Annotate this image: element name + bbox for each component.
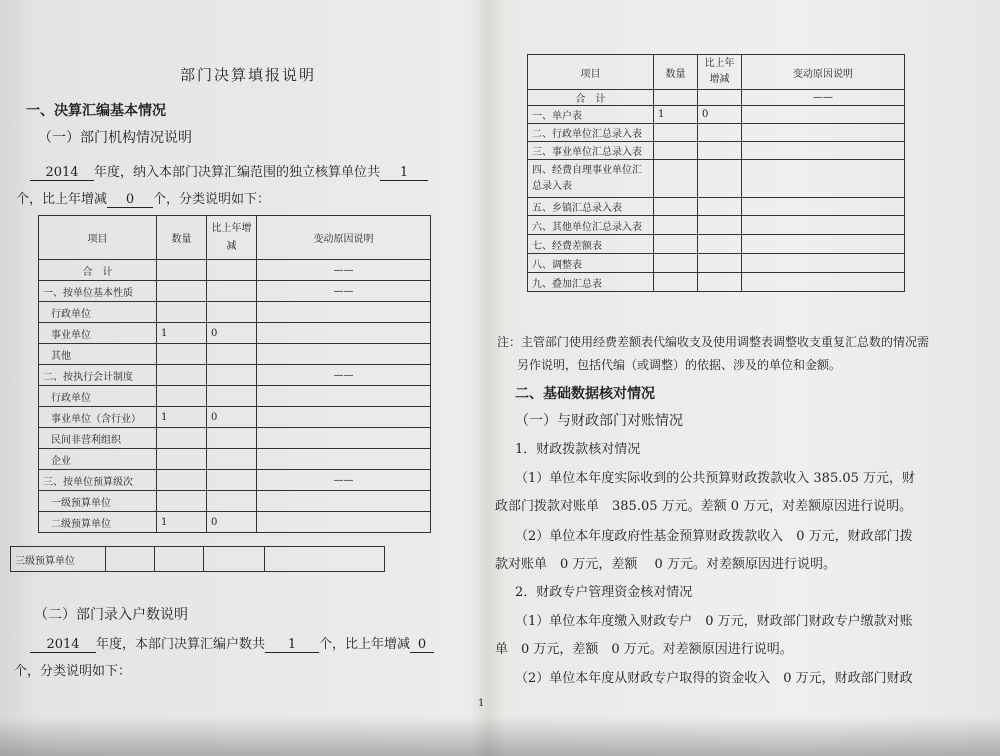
row-quantity [654, 142, 698, 160]
row-change [207, 365, 257, 386]
change-value: 0 [107, 192, 153, 208]
section-1-heading: 一、决算汇编基本情况 [26, 103, 166, 119]
page-number: 1 [478, 698, 485, 709]
table-row [39, 512, 431, 533]
row-change [698, 254, 742, 273]
row-change [207, 491, 257, 512]
row-item: 企业 [39, 449, 157, 470]
row-change [698, 198, 742, 216]
item-1-heading: 1．财政拨款核对情况 [515, 442, 641, 457]
row-quantity: 1 [157, 323, 207, 344]
row-change: 0 [207, 323, 257, 344]
header-reason: 变动原因说明 [742, 55, 905, 90]
bottom-shadow [0, 716, 1000, 756]
row-item: 一级预算单位 [39, 491, 157, 512]
row-change [207, 386, 257, 407]
row-change [698, 142, 742, 160]
row-item: 合 计 [528, 90, 654, 106]
table-header-row [528, 55, 905, 90]
row-item: 四、经费自理事业单位汇总录入表 [528, 160, 654, 198]
row-quantity [157, 302, 207, 323]
table-row [528, 216, 905, 235]
note-line-1: 注：主管部门使用经费差额表代编收支及使用调整表调整收支重复汇总数的情况需 [497, 335, 930, 349]
extra-row-label: 三级预算单位 [11, 547, 106, 572]
table-row [528, 198, 905, 216]
row-quantity [157, 260, 207, 281]
row-quantity: 1 [157, 512, 207, 533]
table-row [39, 386, 431, 407]
table-row [39, 260, 431, 281]
row-reason: —— [742, 90, 905, 106]
paragraph-text: 年度，纳入本部门决算汇编范围的独立核算单位共 [94, 165, 381, 180]
paragraph-1-line-1 [30, 161, 428, 181]
subsection-2-heading: （二）部门录入户数说明 [34, 607, 188, 623]
row-item: 九、叠加汇总表 [528, 273, 654, 292]
row-item: 事业单位（含行业） [39, 407, 157, 428]
row-reason [257, 386, 431, 407]
row-item: 五、乡镇汇总录入表 [528, 198, 654, 216]
table-row [528, 254, 905, 273]
row-reason [742, 106, 905, 124]
row-quantity [157, 449, 207, 470]
row-item: 六、其他单位汇总录入表 [528, 216, 654, 235]
table-row [39, 302, 431, 323]
row-change [698, 235, 742, 254]
row-quantity [157, 386, 207, 407]
header-item: 项目 [528, 55, 654, 90]
row-quantity [157, 344, 207, 365]
row-item: 合 计 [39, 260, 157, 281]
paragraph-text: 年度，本部门决算汇编户数共 [96, 637, 266, 652]
row-item: 一、单户表 [528, 106, 654, 124]
row-reason [742, 254, 905, 273]
table-row [528, 273, 905, 292]
table-header-row [39, 216, 431, 260]
row-item: 二、行政单位汇总录入表 [528, 124, 654, 142]
paragraph-r3-line-1: （1）单位本年度缴入财政专户 0 万元，财政部门财政专户缴款对账 [515, 614, 913, 629]
row-reason [742, 160, 905, 198]
table-row [528, 124, 905, 142]
paragraph-1-line-2 [16, 188, 270, 208]
row-quantity [654, 90, 698, 106]
row-reason [257, 323, 431, 344]
household-count: 1 [265, 637, 319, 653]
table-row [39, 428, 431, 449]
row-reason: —— [257, 470, 431, 491]
change-value: 0 [410, 637, 434, 653]
row-reason: —— [257, 260, 431, 281]
row-reason [257, 491, 431, 512]
row-item: 八、调整表 [528, 254, 654, 273]
unit-count: 1 [380, 165, 428, 181]
row-item: 民间非营利组织 [39, 428, 157, 449]
row-change [207, 449, 257, 470]
row-reason [742, 124, 905, 142]
paragraph-text: 个，比上年增减 [319, 637, 411, 652]
table-row [39, 365, 431, 386]
header-quantity: 数量 [157, 216, 207, 260]
header-item: 项目 [39, 216, 157, 260]
row-change [698, 216, 742, 235]
table-row [528, 235, 905, 254]
paragraph-r3-line-2: 单 0 万元，差额 0 万元。对差额原因进行说明。 [495, 642, 793, 657]
row-quantity [654, 124, 698, 142]
row-reason [257, 344, 431, 365]
row-reason [742, 198, 905, 216]
row-reason [257, 449, 431, 470]
row-item: 三、事业单位汇总录入表 [528, 142, 654, 160]
row-quantity [654, 235, 698, 254]
row-reason [742, 273, 905, 292]
page-title: 部门决算填报说明 [180, 66, 317, 84]
row-reason [257, 428, 431, 449]
row-quantity [157, 428, 207, 449]
row-change [207, 302, 257, 323]
subsection-1-heading: （一）部门机构情况说明 [38, 130, 192, 146]
paragraph-r1-line-2: 政部门拨款对账单 385.05 万元。差额 0 万元，对差额原因进行说明。 [495, 499, 913, 514]
row-reason: —— [257, 281, 431, 302]
row-change: 0 [207, 512, 257, 533]
household-entry-table [527, 54, 905, 292]
table-row [39, 470, 431, 491]
table-row [39, 491, 431, 512]
table-row [39, 323, 431, 344]
row-change [698, 273, 742, 292]
row-quantity: 1 [157, 407, 207, 428]
table-row [39, 281, 431, 302]
paragraph-2-line-1 [30, 633, 434, 653]
row-quantity [654, 216, 698, 235]
row-change [207, 344, 257, 365]
row-reason: —— [257, 365, 431, 386]
row-change [698, 124, 742, 142]
subsection-reconcile-heading: （一）与财政部门对账情况 [515, 413, 683, 429]
item-2-heading: 2．财政专户管理资金核对情况 [515, 585, 693, 600]
row-reason [742, 235, 905, 254]
row-item: 一、按单位基本性质 [39, 281, 157, 302]
row-quantity [157, 365, 207, 386]
row-quantity [654, 273, 698, 292]
unit-classification-table [38, 215, 431, 533]
paragraph-r2-line-2: 款对账单 0 万元，差额 0 万元。对差额原因进行说明。 [495, 557, 836, 572]
row-reason [742, 216, 905, 235]
section-2-heading: 二、基础数据核对情况 [515, 386, 655, 402]
row-change [207, 428, 257, 449]
header-quantity: 数量 [654, 55, 698, 90]
row-reason [257, 512, 431, 533]
header-reason: 变动原因说明 [257, 216, 431, 260]
row-change [698, 160, 742, 198]
row-change: 0 [207, 407, 257, 428]
paragraph-text: 个，比上年增减 [16, 192, 108, 207]
header-change: 比上年增减 [698, 55, 742, 90]
row-change [698, 90, 742, 106]
note-line-2: 另作说明，包括代编（或调整）的依据、涉及的单位和金额。 [517, 358, 842, 372]
row-change [207, 470, 257, 491]
table-row [528, 90, 905, 106]
row-reason [257, 407, 431, 428]
row-item: 二级预算单位 [39, 512, 157, 533]
row-quantity [157, 281, 207, 302]
row-change [207, 260, 257, 281]
year-value: 2014 [30, 165, 94, 181]
row-quantity [654, 160, 698, 198]
table-row [528, 142, 905, 160]
paragraph-r4-line-1: （2）单位本年度从财政专户取得的资金收入 0 万元，财政部门财政 [515, 671, 913, 686]
table-row [528, 160, 905, 198]
paragraph-text: 个，分类说明如下： [153, 192, 271, 207]
paragraph-r2-line-1: （2）单位本年度政府性基金预算财政拨款收入 0 万元，财政部门拨 [515, 529, 913, 544]
row-quantity [157, 470, 207, 491]
paragraph-r1-line-1: （1）单位本年度实际收到的公共预算财政拨款收入 385.05 万元，财 [515, 471, 916, 486]
table-row [39, 449, 431, 470]
row-item: 三、按单位预算级次 [39, 470, 157, 491]
row-item: 事业单位 [39, 323, 157, 344]
table-row [528, 106, 905, 124]
row-change: 0 [698, 106, 742, 124]
paragraph-2-line-2: 个，分类说明如下： [14, 664, 132, 679]
row-reason [257, 302, 431, 323]
row-quantity [654, 254, 698, 273]
row-quantity [654, 198, 698, 216]
table-row [39, 407, 431, 428]
header-change: 比上年增减 [207, 216, 257, 260]
row-reason [742, 142, 905, 160]
table-row [39, 344, 431, 365]
row-item: 其他 [39, 344, 157, 365]
extra-row-strip [10, 546, 385, 572]
row-quantity [157, 491, 207, 512]
row-quantity: 1 [654, 106, 698, 124]
row-item: 二、按执行会计制度 [39, 365, 157, 386]
row-item: 七、经费差额表 [528, 235, 654, 254]
year-value: 2014 [30, 637, 96, 653]
row-item: 行政单位 [39, 302, 157, 323]
row-item: 行政单位 [39, 386, 157, 407]
row-change [207, 281, 257, 302]
